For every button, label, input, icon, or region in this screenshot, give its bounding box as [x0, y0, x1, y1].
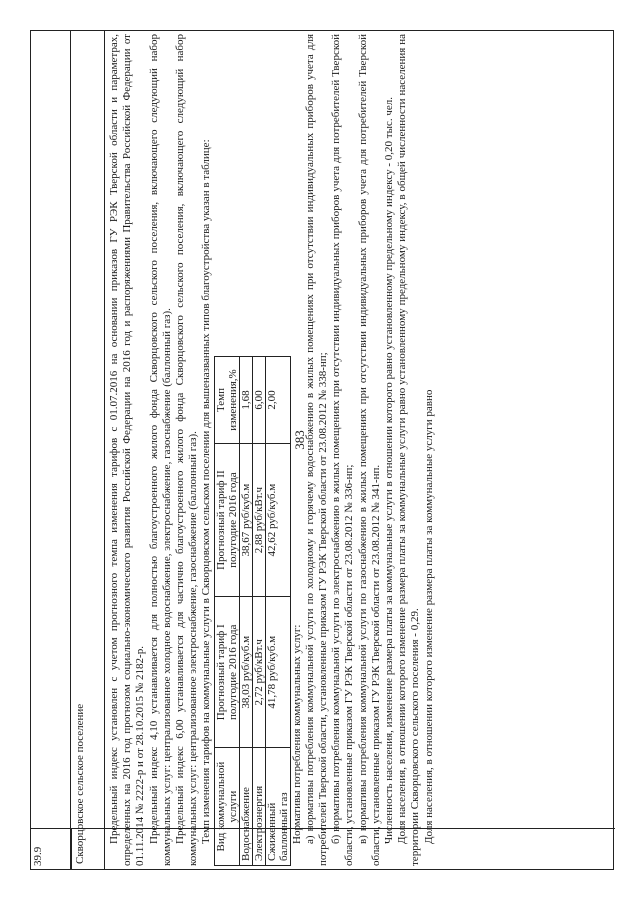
paragraph-4: Темп изменения тарифов на коммунальные услуги в Скворцовском сельском поселении для вышеназванных типов благоустройства указан в таблице:	[200, 139, 213, 844]
header-service: Вид коммунальной услуги	[214, 748, 239, 866]
cell-rate: 2,00	[265, 357, 290, 444]
cell-tariff-h2: 42,62 руб/куб.м	[265, 443, 290, 596]
cell-service: Электроэнергия	[252, 748, 265, 866]
paragraph-6: а) нормативы потребления коммунальной услуги по холодному и горячему водоснабжению в жилых помещениях при отсутствии индивидуальных приборов учета для потребителей Тверской области, установленные приказом ГУ РЭК Тверской области от 23.08.2012 № 338-нп;	[303, 34, 330, 866]
cell-tariff-h1: 2,72 руб/кВт.ч	[252, 597, 265, 748]
cell-tariff-h1: 41,78 руб/куб.м	[265, 597, 290, 748]
cell-tariff-h2: 2,88 руб/кВт.ч	[252, 443, 265, 596]
paragraph-10: Доля населения, в отношении которого изменение размера платы за коммунальные услуги равно установленному предельному индексу, в общей численности населения на территории Скворцовского сельского поселения - 0,29.	[396, 34, 422, 866]
column-divider-3	[104, 30, 105, 870]
paragraph-7: б) нормативы потребления коммунальной услуги по электроснабжению в жилых помещениях при отсутствии индивидуальных приборов учета для потребителей Тверской области, установленные приказом ГУ РЭК Тверской области от 23.08.2012 № 336-нп;	[330, 34, 356, 866]
paragraph-5: Нормативы потребления коммунальных услуг:	[290, 624, 303, 844]
column-divider-2	[70, 30, 71, 870]
content-cell	[108, 34, 436, 866]
paragraph-8: в) нормативы потребления коммунальной услуги по газоснабжению в жилых помещениях при отсутствии индивидуальных приборов учета для потребителей Тверской области, установленные приказом ГУ РЭК Тверской области от 23.08.2012 № 341-нп.	[356, 34, 382, 866]
table-row	[239, 357, 252, 866]
cell-rate: 6,00	[252, 357, 265, 444]
cell-service: Водоснабжение	[239, 748, 252, 866]
cell-rate: 1,68	[239, 357, 252, 444]
cell-tariff-h1: 38,03 руб/куб.м	[239, 597, 252, 748]
paragraph-1: Предельный индекс установлен с учетом прогнозного темпа изменения тарифов с 01.07.2016 на основании приказов ГУ РЭК Тверской области и параметрах, определенных на 2016 год прогнозом социально-экономического развития Российской Федерации на 2016 год и распоряжениями Правительства Российской Федерации от 01.11.2014 № 2222-р и от 28.10.2015 № 2182-р.	[108, 34, 147, 866]
paragraph-11: Доля населения, в отношении которого изменение размера платы за коммунальные услуги равно	[422, 389, 435, 844]
table-row	[252, 357, 265, 866]
table-row	[265, 357, 290, 866]
paragraph-9: Численность населения, изменение размера платы за коммунальные услуги в отношении которого равно установленному предельному индексу - 0,20 тыс. чел.	[383, 96, 396, 844]
cell-service: Сжиженный баллонный газ	[265, 748, 290, 866]
tariff-table	[214, 356, 291, 866]
page-number: 383	[292, 430, 307, 450]
header-rate: Темп изменения,%	[214, 357, 239, 444]
tariff-table-header	[214, 357, 239, 866]
rotated-page	[30, 30, 614, 870]
cell-tariff-h2: 38,67 руб/куб.м	[239, 443, 252, 596]
header-tariff-h1: Прогнозный тариф I полугодие 2016 года	[214, 597, 239, 748]
row-number: 39.9	[32, 846, 44, 866]
paragraph-2: Предельный индекс 4,10 устанавливается для полностью благоустроенного жилого фонда Скворцовского сельского поселения, включающего следующий набор коммунальных услуг: централизованное холодное водоснабжение, электроснабжение, газоснабжение (баллонный газ).	[147, 34, 173, 866]
header-tariff-h2: Прогнозный тариф II полугодие 2016 года	[214, 443, 239, 596]
paragraph-3: Предельный индекс 6,00 устанавливается для частично благоустроенного жилого фонда Скворцовского сельского поселения, включающего следующий набор коммунальных услуг: централизованное электроснабжение, газоснабжение (баллонный газ).	[174, 34, 200, 866]
settlement-name-text: Скворцовское сельское поселение	[74, 703, 86, 864]
